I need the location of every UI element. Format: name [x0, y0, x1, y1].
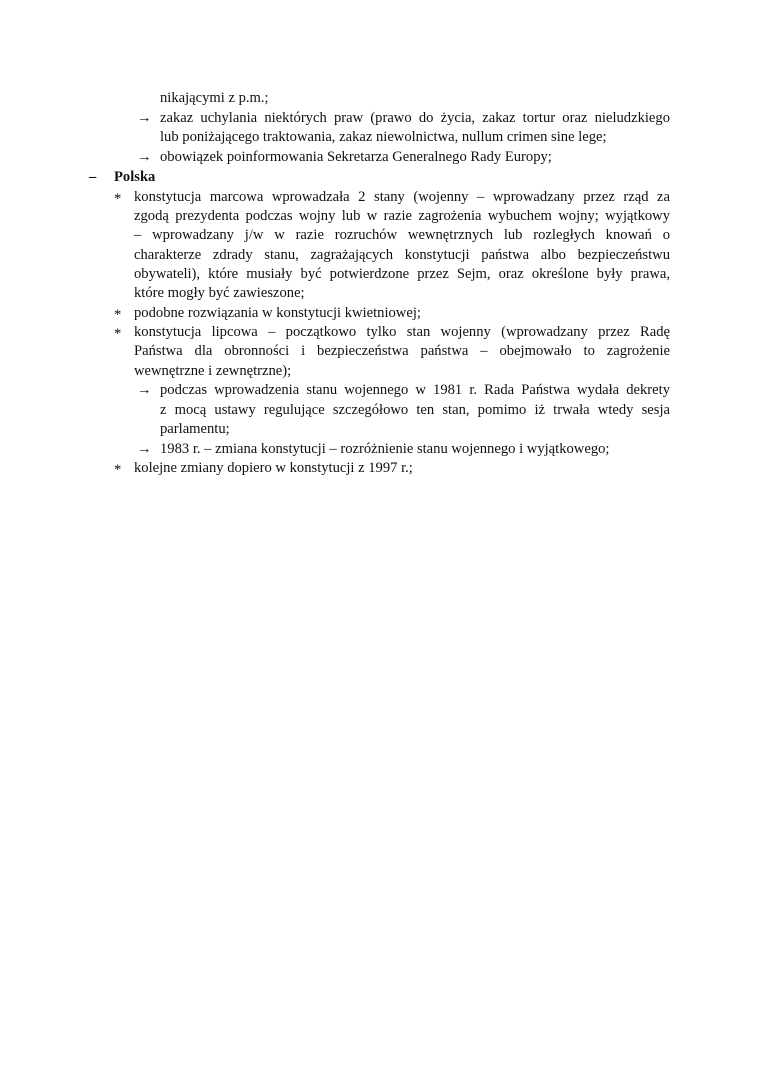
asterisk-marker: *: [114, 326, 122, 342]
arrow-item-line: z mocą ustawy regulujące szczegółowo ten stan, pomimo iż trwała wtedy sesja: [160, 402, 670, 418]
arrow-item-line: 1983 r. – zmiana konstytucji – rozróżnienie stanu wojennego i wyjątkowego;: [160, 441, 610, 457]
arrow-marker: →: [137, 441, 152, 457]
arrow-marker: →: [137, 149, 152, 165]
bullet-line: charakterze zdrady stanu, zagrażających konstytucji państwa albo bezpieczeństwu: [134, 247, 670, 263]
dash-marker: –: [89, 169, 97, 185]
bullet-line: konstytucja marcowa wprowadzała 2 stany (wojenny – wprowadzany przez rząd za: [134, 189, 670, 205]
asterisk-marker: *: [114, 462, 122, 478]
arrow-marker: →: [137, 110, 152, 126]
bullet-line: które mogły być zawieszone;: [134, 285, 305, 301]
arrow-item-line: parlamentu;: [160, 421, 230, 437]
asterisk-marker: *: [114, 307, 122, 323]
bullet-line: kolejne zmiany dopiero w konstytucji z 1997 r.;: [134, 460, 413, 476]
arrow-item-line: lub poniżającego traktowania, zakaz niewolnictwa, nullum crimen sine lege;: [160, 129, 607, 145]
asterisk-marker: *: [114, 191, 122, 207]
bullet-line: zgodą prezydenta podczas wojny lub w razie zagrożenia wybuchem wojny; wyjątkowy: [134, 208, 670, 224]
arrow-item-line: podczas wprowadzenia stanu wojennego w 1981 r. Rada Państwa wydała dekrety: [160, 382, 670, 398]
bullet-line: wewnętrzne i zewnętrzne);: [134, 363, 292, 379]
arrow-item-line: obowiązek poinformowania Sekretarza Generalnego Rady Europy;: [160, 149, 552, 165]
bullet-line: obywateli), które musiały być potwierdzone przez Sejm, oraz określone były prawa,: [134, 266, 670, 282]
bullet-line: podobne rozwiązania w konstytucji kwietniowej;: [134, 305, 421, 321]
bullet-line: – wprowadzany j/w w razie rozruchów wewnętrznych lub rozległych knowań o: [134, 227, 670, 243]
section-heading: Polska: [114, 169, 156, 185]
bullet-line: Państwa dla obronności i bezpieczeństwa państwa – obejmowało to zagrożenie: [134, 343, 670, 359]
continuation-line: nikającymi z p.m.;: [160, 90, 269, 106]
bullet-line: konstytucja lipcowa – początkowo tylko stan wojenny (wprowadzany przez Radę: [134, 324, 670, 340]
arrow-item-line: zakaz uchylania niektórych praw (prawo do życia, zakaz tortur oraz nieludzkiego: [160, 110, 670, 126]
arrow-marker: →: [137, 382, 152, 398]
